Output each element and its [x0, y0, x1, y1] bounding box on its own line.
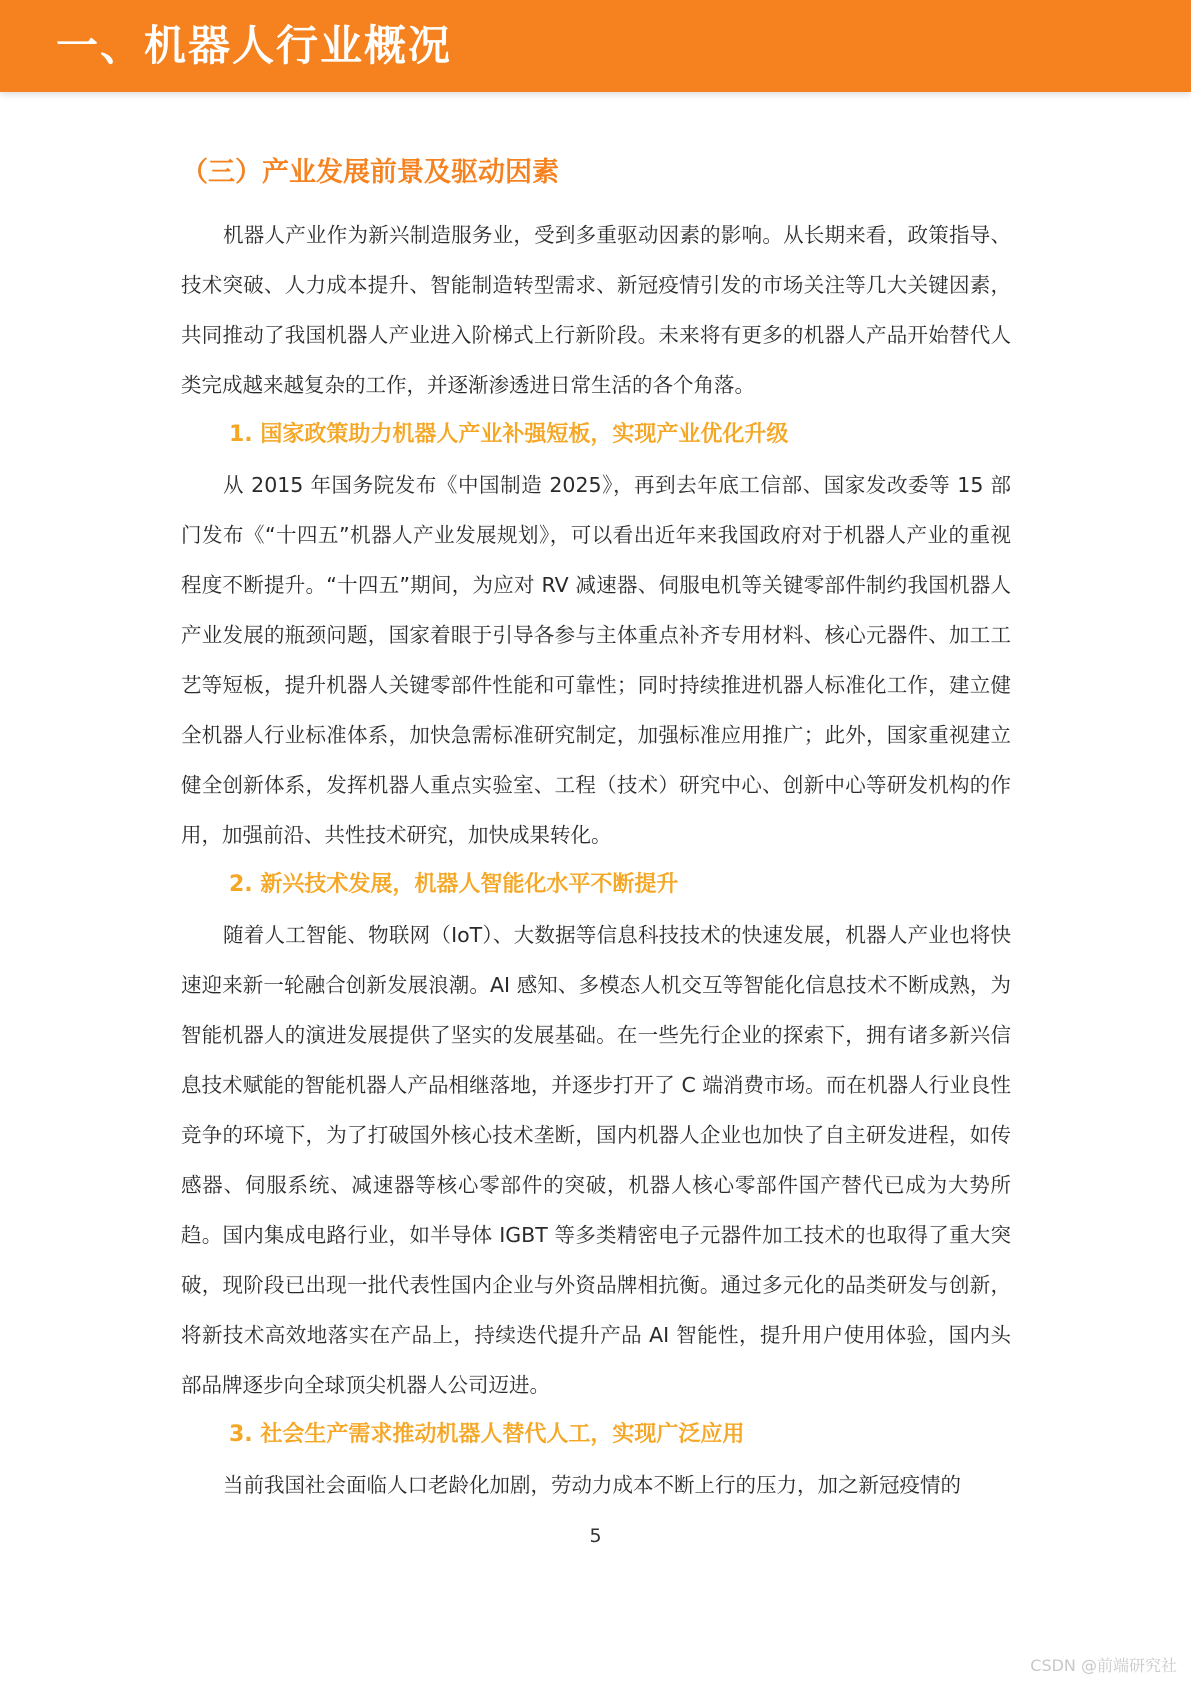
page-number: 5 — [589, 1525, 602, 1547]
intro-paragraph: 机器人产业作为新兴制造服务业，受到多重驱动因素的影响。从长期来看，政策指导、技术突破、人力成本提升、智能制造转型需求、新冠疫情引发的市场关注等几大关键因素，共同推动了我国机器人产业进入阶梯式上行新阶段。未来将有更多的机器人产品开始替代人类完成越来越复杂的工作，并逐渐渗透进日常生活的各个角落。 — [181, 223, 1011, 397]
watermark: CSDN @前端研究社 — [1030, 1656, 1177, 1675]
subsection-heading-1: 1. 国家政策助力机器人产业补强短板，实现产业优化升级 — [229, 422, 789, 447]
section-heading: （三）产业发展前景及驱动因素 — [181, 157, 559, 188]
document-body — [181, 148, 1011, 1510]
subsection-body-3: 当前我国社会面临人口老龄化加剧，劳动力成本不断上行的压力，加之新冠疫情的 — [223, 1473, 961, 1497]
page-title: 一、机器人行业概况 — [56, 21, 453, 70]
subsection-body-1: 从 2015 年国务院发布《中国制造 2025》，再到去年底工信部、国家发改委等 15 部门发布《“十四五”机器人产业发展规划》，可以看出近年来我国政府对于机器人产业的重视程度不断提升。“十四五”期间，为应对 RV 减速器、伺服电机等关键零部件制约我国机器人产业发展的瓶颈问题，国家着眼于引导各参与主体重点补齐专用材料、核心元器件、加工工艺等短板，提升机器人关键零部件性能和可靠性；同时持续推进机器人标准化工作，建立健全机器人行业标准体系，加快急需标准研究制定，加强标准应用推广；此外，国家重视建立健全创新体系，发挥机器人重点实验室、工程（技术）研究中心、创新中心等研发机构的作用，加强前沿、共性技术研究，加快成果转化。 — [181, 473, 1011, 847]
subsection-body-2: 随着人工智能、物联网（IoT）、大数据等信息科技技术的快速发展，机器人产业也将快速迎来新一轮融合创新发展浪潮。AI 感知、多模态人机交互等智能化信息技术不断成熟，为智能机器人的演进发展提供了坚实的发展基础。在一些先行企业的探索下，拥有诸多新兴信息技术赋能的智能机器人产品相继落地，并逐步打开了 C 端消费市场。而在机器人行业良性竞争的环境下，为了打破国外核心技术垄断，国内机器人企业也加快了自主研发进程，如传感器、伺服系统、减速器等核心零部件的突破，机器人核心零部件国产替代已成为大势所趋。国内集成电路行业，如半导体 IGBT 等多类精密电子元器件加工技术的也取得了重大突破，现阶段已出现一批代表性国内企业与外资品牌相抗衡。通过多元化的品类研发与创新，将新技术高效地落实在产品上，持续迭代提升产品 AI 智能性，提升用户使用体验，国内头部品牌逐步向全球顶尖机器人公司迈进。 — [181, 923, 1011, 1397]
subsection-heading-3: 3. 社会生产需求推动机器人替代人工，实现广泛应用 — [229, 1422, 745, 1447]
subsection-heading-2: 2. 新兴技术发展，机器人智能化水平不断提升 — [229, 872, 679, 897]
header-bar — [0, 0, 1191, 92]
